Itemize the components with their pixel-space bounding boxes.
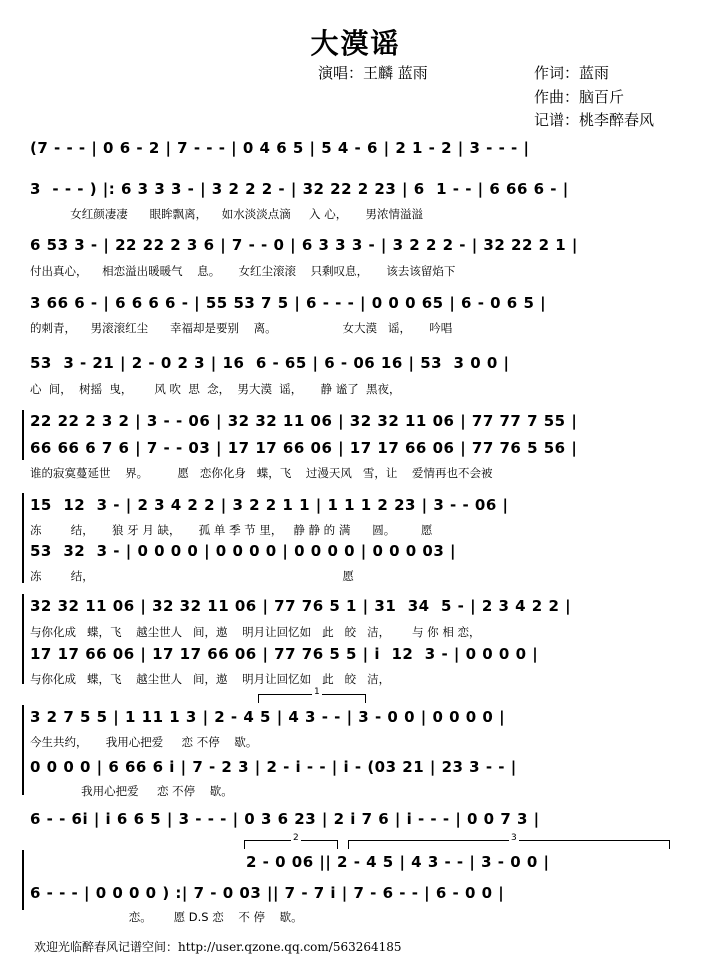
score-line-2-lyrics: 女红颜凄凄 眼眸飘离， 如水淡淡点滴 入 心， 男浓情溢溢: [30, 207, 423, 221]
score-line-11-lyrics: 与你化成 蝶，飞 越尘世人 间，遨 明月让回忆如 此 皎 洁，: [30, 672, 391, 686]
score-line-10-lyrics: 与你化成 蝶，飞 越尘世人 间，遨 明月让回忆如 此 皎 洁， 与 你 相 恋，: [30, 625, 481, 639]
footer-link-text: 欢迎光临醉春风记谱空间：http://user.qzone.qq.com/563264185: [34, 940, 402, 954]
volta-2-bracket: 2: [244, 840, 338, 849]
score-line-9-notes: 53 32 3 - | 0 0 0 0 | 0 0 0 0 | 0 0 0 0 | 0 0 0 03 |: [30, 542, 457, 560]
singer-credit: 演唱：王麟 蓝雨: [318, 64, 428, 82]
score-line-14-notes: 6 - - 6i | i 6 6 5 | 3 - - - | 0 3 6 23 | 2 i 7 6 | i - - - | 0 0 7 3 |: [30, 810, 540, 828]
score-line-1-notes: (7 - - - | 0 6 - 2 | 7 - - - | 0 4 6 5 | 5 4 - 6 | 2 1 - 2 | 3 - - - |: [30, 139, 530, 157]
score-line-9-lyrics: 冻 结， 愿: [30, 569, 354, 583]
score-line-16-notes: 6 - - - | 0 0 0 0 ) :| 7 - 0 03 || 7 - 7 i | 7 - 6 - - | 6 - 0 0 |: [30, 884, 505, 902]
score-line-4-notes: 3 66 6 - | 6 6 6 6 - | 55 53 7 5 | 6 - - - | 0 0 0 65 | 6 - 0 6 5 |: [30, 294, 547, 312]
score-line-4-lyrics: 的刺青， 男滚滚红尘 幸福却是要别 离。 女大漠 谣， 吟唱: [30, 321, 453, 335]
score-line-2-notes: 3 - - - ) |: 6 3 3 3 - | 3 2 2 2 - | 32 22 2 23 | 6 1 - - | 6 66 6 - |: [30, 180, 569, 198]
system-brace: [22, 594, 24, 684]
score-line-10-notes: 32 32 11 06 | 32 32 11 06 | 77 76 5 1 | 31 34 5 - | 2 3 4 2 2 |: [30, 597, 572, 615]
composer-credit: 作曲：脑百斤: [534, 88, 625, 106]
score-line-6-notes: 22 22 2 3 2 | 3 - - 06 | 32 32 11 06 | 32 32 11 06 | 77 77 7 55 |: [30, 412, 578, 430]
score-line-11-notes: 17 17 66 06 | 17 17 66 06 | 77 76 5 5 | i 12 3 - | 0 0 0 0 |: [30, 645, 539, 663]
score-line-13-lyrics: 我用心把爱 恋 不停 歇。: [30, 784, 233, 798]
transcriber-credit: 记谱：桃李醉春风: [534, 111, 655, 129]
lyricist-credit: 作词：蓝雨: [534, 64, 610, 82]
system-brace: [22, 850, 24, 910]
score-line-15-notes: 2 - 0 06 || 2 - 4 5 | 4 3 - - | 3 - 0 0 |: [246, 853, 550, 871]
page-title: 大漠谣: [310, 27, 401, 60]
score-line-12-notes: 3 2 7 5 5 | 1 11 1 3 | 2 - 4 5 | 4 3 - - | 3 - 0 0 | 0 0 0 0 |: [30, 708, 506, 726]
score-line-16-lyrics: 恋。 愿 D.S 恋 不 停 歇。: [30, 910, 303, 924]
volta-1-bracket: 1: [258, 694, 366, 703]
score-line-8-notes: 15 12 3 - | 2 3 4 2 2 | 3 2 2 1 1 | 1 1 1 2 23 | 3 - - 06 |: [30, 496, 509, 514]
score-line-5-notes: 53 3 - 21 | 2 - 0 2 3 | 16 6 - 65 | 6 - 06 16 | 53 3 0 0 |: [30, 354, 510, 372]
score-line-3-notes: 6 53 3 - | 22 22 2 3 6 | 7 - - 0 | 6 3 3 3 - | 3 2 2 2 - | 32 22 2 1 |: [30, 236, 578, 254]
score-line-8-lyrics: 冻 结， 狼 牙 月 缺， 孤 单 季 节 里， 静 静 的 满 圆。 愿: [30, 523, 433, 537]
score-line-7-notes: 66 66 6 7 6 | 7 - - 03 | 17 17 66 06 | 17 17 66 06 | 77 76 5 56 |: [30, 439, 578, 457]
score-line-7-lyrics: 谁的寂寞蔓延世 界。 愿 恋你化身 蝶，飞 过漫天风 雪，让 爱情再也不会被: [30, 466, 493, 480]
score-line-3-lyrics: 付出真心， 相恋溢出暖暖气 息。 女红尘滚滚 只剩叹息， 该去该留焰下: [30, 264, 456, 278]
score-line-5-lyrics: 心 间， 树摇 曳， 风 吹 思 念， 男大漠 谣， 静 谧了 黑夜，: [30, 382, 401, 396]
system-brace: [22, 493, 24, 583]
score-line-13-notes: 0 0 0 0 | 6 66 6 i | 7 - 2 3 | 2 - i - - | i - (03 21 | 23 3 - - |: [30, 758, 517, 776]
system-brace: [22, 410, 24, 460]
system-brace: [22, 705, 24, 795]
score-line-12-lyrics: 今生共约， 我用心把爱 恋 不停 歇。: [30, 735, 258, 749]
volta-3-bracket: 3: [348, 840, 670, 849]
